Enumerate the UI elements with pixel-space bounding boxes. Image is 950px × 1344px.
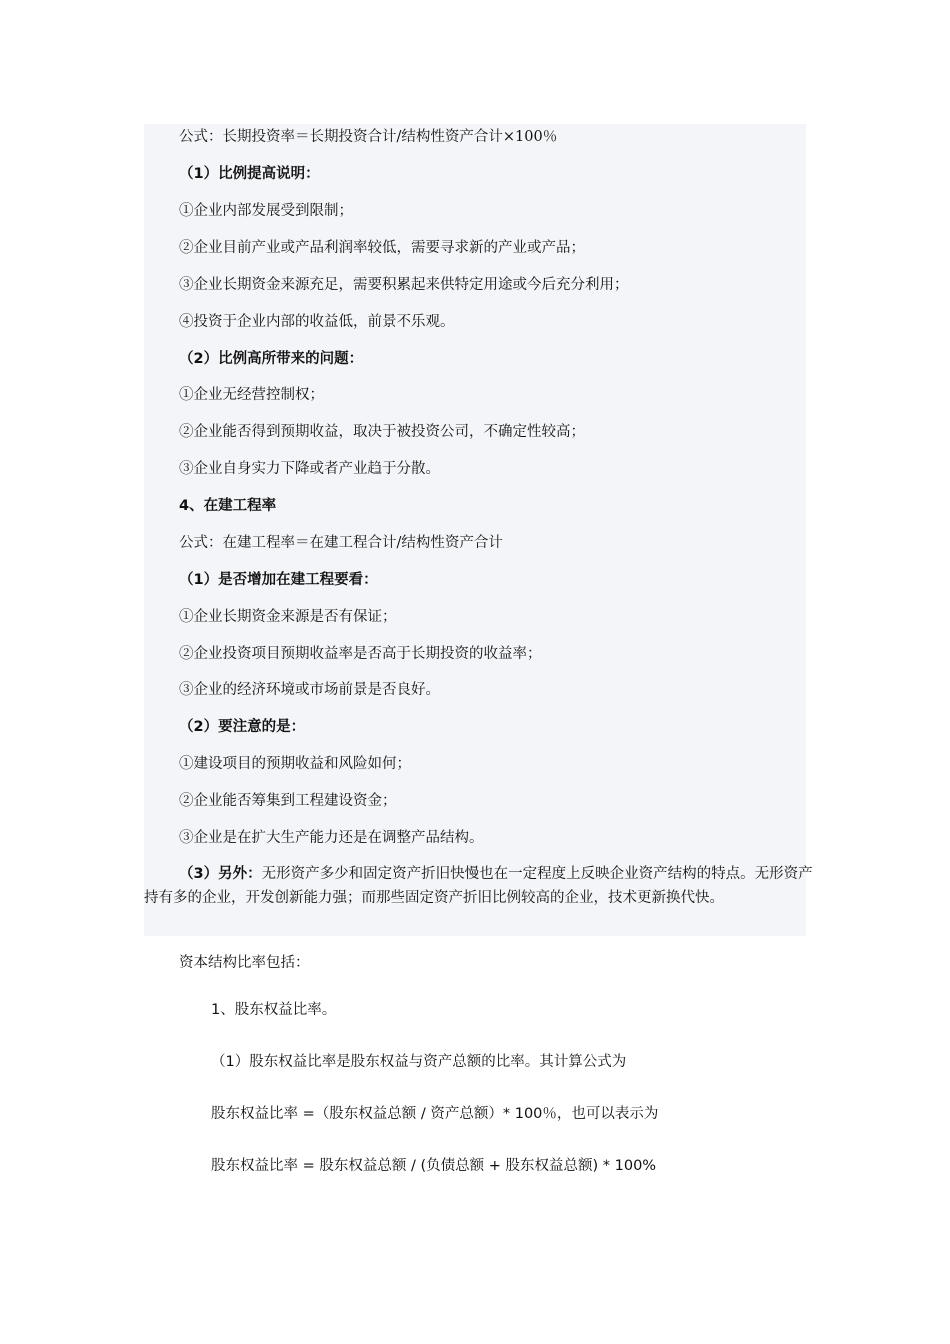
equity-ratio-definition: （1）股东权益比率是股东权益与资产总额的比率。其计算公式为 <box>211 1054 627 1070</box>
additional-note-lead: （3）另外： <box>179 866 262 882</box>
equity-ratio-formula-2: 股东权益比率 = 股东权益总额 / (负债总额 + 股东权益总额) * 100% <box>211 1158 657 1174</box>
equity-ratio-formula-1: 股东权益比率 =（股东权益总额 / 资产总额）* 100％，也可以表示为 <box>211 1106 659 1122</box>
long-term-investment-formula: 公式：长期投资率＝长期投资合计/结构性资产合计×100％ <box>179 129 558 145</box>
list-item: ③企业的经济环境或市场前景是否良好。 <box>179 682 440 698</box>
list-item: ①企业无经营控制权； <box>179 387 324 403</box>
list-item: ①企业长期资金来源是否有保证； <box>179 609 397 625</box>
list-item: ②企业能否得到预期收益，取决于被投资公司，不确定性较高； <box>179 424 585 440</box>
additional-note-paragraph <box>144 862 820 910</box>
list-item: ④投资于企业内部的收益低，前景不乐观。 <box>179 314 455 330</box>
capital-structure-intro: 资本结构比率包括： <box>179 955 310 971</box>
list-item: ②企业目前产业或产品利润率较低，需要寻求新的产业或产品； <box>179 240 585 256</box>
equity-ratio-title: 1、股东权益比率。 <box>211 1002 337 1018</box>
section-title: 4、在建工程率 <box>179 498 277 514</box>
list-item: ③企业是在扩大生产能力还是在调整产品结构。 <box>179 830 484 846</box>
list-item: ③企业自身实力下降或者产业趋于分散。 <box>179 461 440 477</box>
ratio-increase-heading: （1）比例提高说明： <box>179 166 320 182</box>
construction-in-progress-formula: 公式：在建工程率＝在建工程合计/结构性资产合计 <box>179 535 503 551</box>
increase-check-heading: （1）是否增加在建工程要看： <box>179 572 378 588</box>
list-item: ②企业能否筹集到工程建设资金； <box>179 793 397 809</box>
additional-note-text: 无形资产多少和固定资产折旧快慢也在一定程度上反映企业资产结构的特点。无形资产持有多的企业，开发创新能力强；而那些固定资产折旧比例较高的企业，技术更新换代快。 <box>144 866 813 906</box>
list-item: ②企业投资项目预期收益率是否高于长期投资的收益率； <box>179 646 542 662</box>
list-item: ①建设项目的预期收益和风险如何； <box>179 756 411 772</box>
list-item: ①企业内部发展受到限制； <box>179 203 353 219</box>
high-ratio-problems-heading: （2）比例高所带来的问题： <box>179 351 364 367</box>
list-item: ③企业长期资金来源充足，需要积累起来供特定用途或今后充分利用； <box>179 277 629 293</box>
attention-heading: （2）要注意的是： <box>179 719 306 735</box>
